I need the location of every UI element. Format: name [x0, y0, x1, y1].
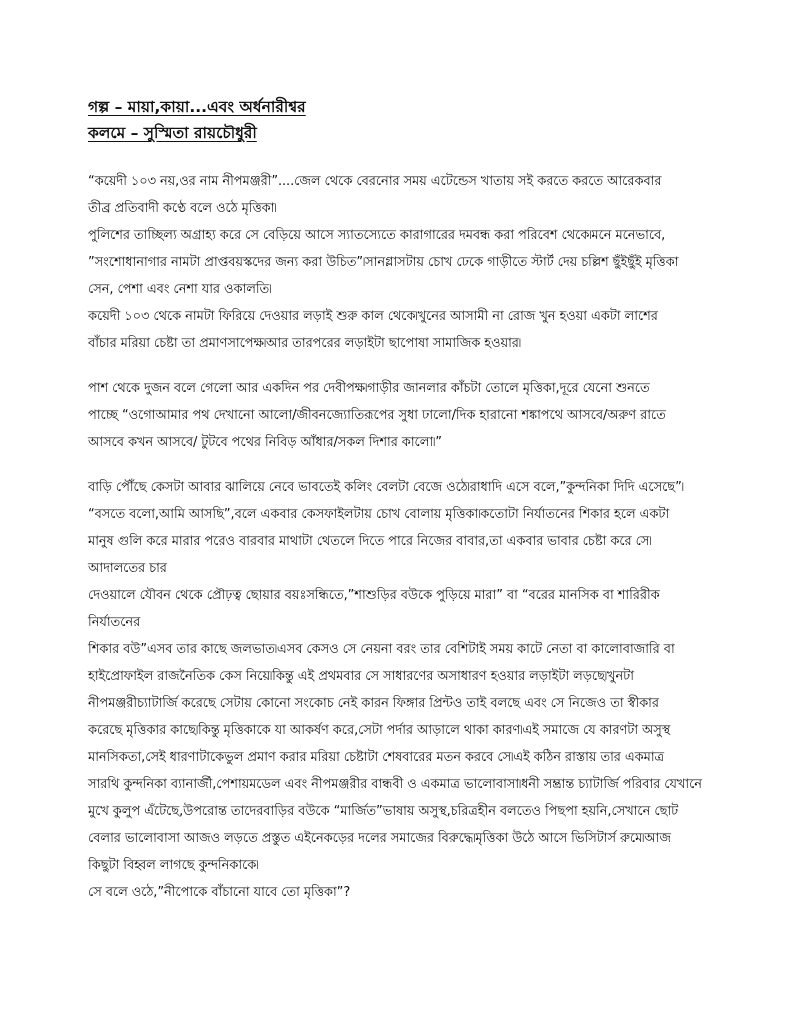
text-line: “কয়েদী ১০৩ নয়,ওর নাম নীপমঞ্জরী”....জেল থেকে বেরনোর সময় এটেন্ডেস খাতায় সই করতে করতে আরেকবার: [88, 174, 662, 189]
text-line: কয়েদী ১০৩ থেকে নামটা ফিরিয়ে দেওয়ার লড়াই শুরু কাল থেকে৷খুনের আসামী না রোজ খুন হওয়া একটা লাশের: [88, 309, 658, 324]
paragraph-1: [88, 168, 710, 357]
text-line: পাশ থেকে দুজন বলে গেলো আর একদিন পর দেবীপক্ষ৷গাড়ীর জানলার কাঁচটা তোলে মৃত্তিকা,দূরে যেনো শুনতে: [88, 381, 650, 396]
text-line: হাইপ্রোফাইল রাজনৈতিক কেস নিয়ে৷কিন্তু এই প্রথমবার সে সাধারণের অসাধারণ হওয়ার লড়াইটা লড়ছে৷খুনটা: [88, 669, 634, 684]
text-line: সে বলে ওঠে,”নীপোকে বাঁচানো যাবে তো মৃত্তিকা”?: [88, 885, 351, 900]
spacer: [88, 357, 710, 375]
text-line: পুলিশের তাচ্ছিল্য অগ্রাহ্য করে সে বেড়িয়ে আসে স্যাতস্যেতে কারাগারের দমবন্ধ করা পরিবেশ থেকে৷মনে মনেভাবে,: [88, 228, 666, 243]
text-line: বেলার ভালোবাসা আজও লড়তে প্রস্তুত এইনেকড়ের দলের সমাজের বিরুদ্ধে৷মৃত্তিকা উঠে আসে ভিসিটার্স রুমে৷আজ: [88, 831, 671, 846]
text-line: শিকার বউ”এসব তার কাছে জলভাত৷এসব কেসও সে নেয়না বরং তার বেশিটাই সময় কাটে নেতা বা কালোবাজারি বা: [88, 642, 675, 657]
author-line: কলমে – সুস্মিতা রায়চৌধুরী: [88, 124, 257, 142]
text-line: ”সংশোধানাগার নামটা প্রাপ্তবয়স্কদের জন্য করা উচিত”৷সানগ্লাসটায় চোখ ঢেকে গাড়ীতে স্টার্ট দেয় চল্লিশ ছুঁইছুঁই মৃত্তিকা: [88, 255, 679, 270]
text-line: “বসতে বলো,আমি আসছি”,বলে একবার কেসফাইলটায় চোখ বোলায় মৃত্তিকা৷কতোটা নির্যাতনের শিকার হলে একটা: [88, 507, 670, 522]
text-line: সেন, পেশা এবং নেশা যার ওকালতি৷: [88, 282, 272, 297]
text-line: আদালতের চার: [88, 561, 167, 576]
text-line: সারথি কুন্দনিকা ব্যানার্জী,পেশায়মডেল এবং নীপমঞ্জরীর বান্ধবী ও একমাত্র ভালোবাসা৷ধনী সম্ভ্রান্ত চ্যাটার্জি পরিবার যেখানে: [88, 777, 702, 792]
paragraph-3: [88, 474, 710, 906]
text-line: আসবে কখন আসবে/ টুটবে পথের নিবিড় আঁধার/সকল দিশার কালো৷”: [88, 435, 442, 450]
paragraph-2: [88, 375, 710, 456]
text-line: মুখে কুলুপ এঁটেছে,উপরোন্ত তাদেরবাড়ির বউকে “মার্জিত”ভাষায় অসুস্থ,চরিত্রহীন বলতেও পিছপা হয়নি,সেখানে ছোট: [88, 804, 679, 819]
text-line: নীপমঞ্জরীচ্যাটার্জি করেছে সেটায় কোনো সংকোচ নেই কারন ফিঙ্গার প্রিন্টও তাই বলছে এবং সে নিজেও তা স্বীকার: [88, 696, 659, 711]
text-line: বাড়ি পৌঁছে কেসটা আবার ঝালিয়ে নেবে ভাবতেই কলিং বেলটা বেজে ওঠে৷রাধাদি এসে বলে,”কুন্দনিকা দিদি এসেছে”৷: [88, 480, 684, 495]
text-line: মানসিকতা,সেই ধারণাটাকেভুল প্রমাণ করার মরিয়া চেষ্টাটা শেষবারের মতন করবে সে৷এই কঠিন রাস্তায় তার একমাত্র: [88, 750, 664, 765]
spacer: [88, 146, 710, 168]
text-line: নির্যাতনের: [88, 615, 141, 630]
text-line: কিছুটা বিহ্বল লাগছে কুন্দনিকাকে৷: [88, 858, 259, 873]
text-line: পাচ্ছে “ওগোআমার পথ দেখানো আলো/জীবনজ্যোতিরূপের সুধা ঢালো/দিক হারানো শঙ্কাপথে আসবে/অরুণ রাতে: [88, 408, 666, 423]
text-line: তীব্র প্রতিবাদী কণ্ঠে বলে ওঠে মৃত্তিকা৷: [88, 201, 277, 216]
spacer: [88, 456, 710, 474]
text-line: দেওয়ালে যৌবন থেকে প্রৌঢ়ত্ব ছোয়ার বয়ঃসন্ধিতে,”শাশুড়ির বউকে পুড়িয়ে মারা” বা “বরের মানসিক বা শারিরীক: [88, 588, 660, 603]
document-page: [88, 94, 710, 906]
story-title: গল্প – মায়া,কায়া...এবং অর্ধনারীশ্বর: [88, 98, 306, 116]
text-line: করেছে মৃত্তিকার কাছে৷কিন্তু মৃত্তিকাকে যা আকর্ষণ করে,সেটা পর্দার আড়ালে থাকা কারণ৷এই সমাজে যে কারণটা অসুস্থ: [88, 723, 671, 738]
text-line: বাঁচার মরিয়া চেষ্টা তা প্রমাণসাপেক্ষ৷আর তারপরের লড়াইটা ছাপোষা সামাজিক হওয়ার৷: [88, 336, 521, 351]
text-line: মানুষ গুলি করে মারার পরেও বারবার মাথাটা থেতলে দিতে পারে নিজের বাবার,তা একবার ভাবার চেষ্টা করে সে৷: [88, 534, 652, 549]
